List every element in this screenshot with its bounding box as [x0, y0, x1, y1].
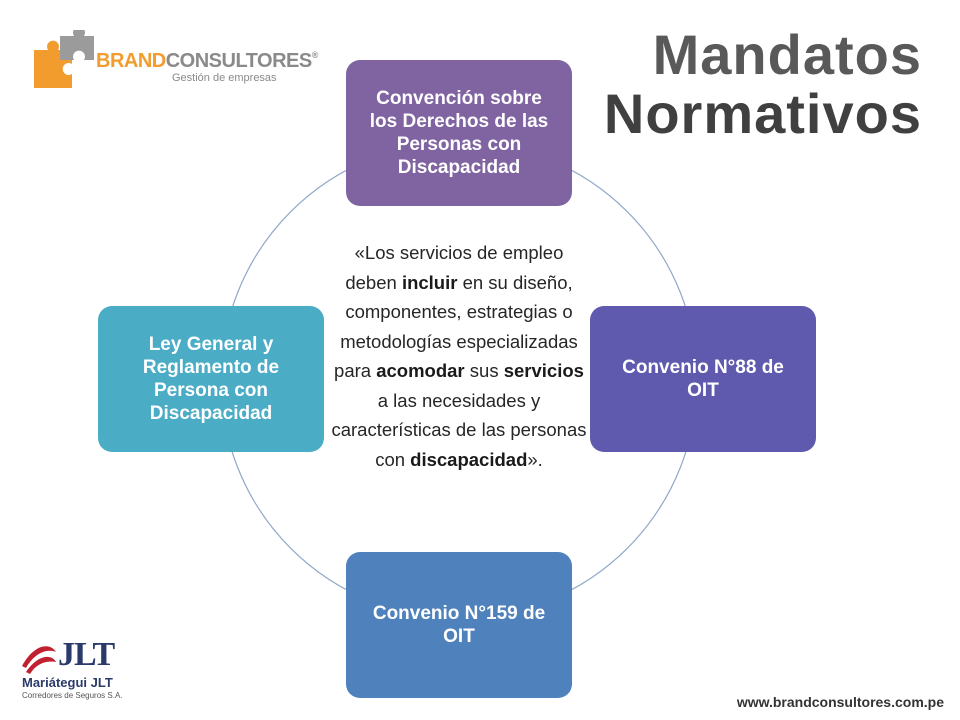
title-line-2: Normativos	[603, 81, 922, 145]
jlt-company-subtitle: Corredores de Seguros S.A.	[22, 691, 123, 700]
node-convencion-derechos: Convención sobre los Derechos de las Personas con Discapacidad	[346, 60, 572, 206]
node-ley-general: Ley General y Reglamento de Persona con Discapacidad	[98, 306, 324, 452]
brand-tagline: Gestión de empresas	[172, 72, 277, 84]
title-line-1: Mandatos	[652, 23, 922, 86]
website-url[interactable]: www.brandconsultores.com.pe	[736, 694, 944, 710]
central-quote: «Los servicios de empleo deben incluir en su diseño, componentes, estrategias o metodologías especializadas para acomodar sus servicios a las necesidades y características de las personas con discapacidad».	[331, 242, 587, 470]
node-convenio-159: Convenio N°159 de OIT	[346, 552, 572, 698]
node-convenio-88: Convenio N°88 de OIT	[590, 306, 816, 452]
jlt-company-name: Mariátegui JLT	[22, 675, 113, 690]
brand-name: BRANDCONSULTORES®	[96, 50, 318, 72]
jlt-mark: JLT	[58, 636, 115, 673]
